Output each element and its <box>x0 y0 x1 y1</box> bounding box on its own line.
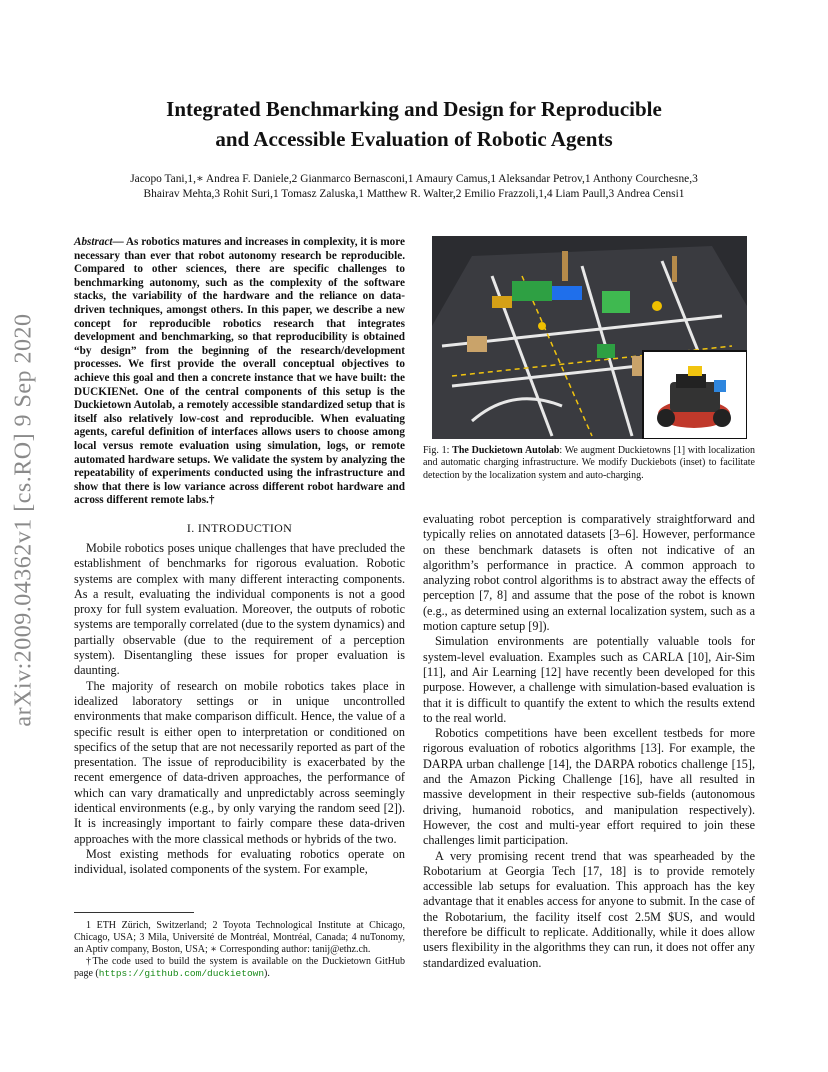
paragraph: Most existing methods for evaluating robotics operate on individual, isolated components of the system. For example, <box>74 846 405 877</box>
title-line-1: Integrated Benchmarking and Design for Reproducible <box>166 97 662 121</box>
paragraph: evaluating robot perception is comparatively straightforward and typically relies on annotated datasets [3–6]. However, performance on these benchmark datasets is often not indicative of an algorithm’s performance in practice. A common approach to analyzing robot control algorithms is to abstract away the effects of perception [7, 8] and assume that the pose of the robot is known (e.g., as determined using an external localization system, such as a motion capture setup [9]). <box>423 512 755 634</box>
abstract-text: — As robotics matures and increases in complexity, it is more necessary than ever that robot autonomy research be reproducible. Compared to other sciences, there are specific challenges to benchmarking autonomy, such as the complexity of the software stacks, the variability of the hardware and the reliance on data-driven techniques, amongst others. In this paper, we describe a new concept for reproducible robotics research that integrates development and benchmarking, so that reproducibility is obtained “by design” from the beginning of the research/development processes. We first provide the overall conceptual objectives to achieve this goal and then a concrete instance that we have built: the DUCKIENet. One of the central components of this setup is the Duckietown Autolab, a remotely accessible standardized setup that is itself also relatively low-cost and reproducible. When evaluating agents, careful definition of interfaces allows users to choose among local versus remote evaluation using simulation, logs, or remote automated hardware setups. We validate the system by analyzing the repeatability of experiments conducted using the infrastructure and show that there is low variance across different robot hardware and across different remote labs.† <box>74 236 405 507</box>
authors-line-2: Bhairav Mehta,3 Rohit Suri,1 Tomasz Zaluska,1 Matthew R. Walter,2 Emilio Frazzoli,1,4 Liam Paull,3 Andrea Censi1 <box>143 188 685 200</box>
caption-label: Fig. 1: <box>423 445 450 456</box>
footnote-rule <box>74 912 194 913</box>
abstract <box>74 236 405 508</box>
footnote-code <box>74 956 405 980</box>
github-link[interactable]: https://github.com/duckietown <box>98 968 265 979</box>
figure-caption <box>423 445 755 482</box>
section-heading: I. INTRODUCTION <box>186 521 293 535</box>
duckiebot-image <box>644 352 746 438</box>
abstract-label: Abstract <box>74 236 113 248</box>
duckiebot-inset <box>642 350 747 439</box>
footnotes <box>74 920 405 980</box>
paragraph: Simulation environments are potentially valuable tools for system-level evaluation. Examples such as CARLA [10], Air-Sim [11], and Air Learning [12] have recently been developed for this purpose. However, a challenge with simulation-based evaluation is that it is difficult to quantify the extent to which the results extend to the real world. <box>423 634 755 725</box>
footnote-code-text: †The code used to build the system is available on the Duckietown GitHub page ( <box>74 956 405 979</box>
paragraph: A very promising recent trend that was spearheaded by the Robotarium at Georgia Tech [17, 18] is to provide remotely accessible lab setups for evaluation. This approach has the key advantage that it enables access for anyone to submit. In the case of the Robotarium, the facility itself cost 2.5M $US, and would therefore be difficult to replicate. Additionally, while it does allow users flexibility in the algorithms they can run, it does not offer any standardized evaluation. <box>423 848 755 970</box>
figure-duckietown-autolab <box>432 236 747 439</box>
paragraph: The majority of research on mobile robotics takes place in idealized laboratory settings or in unique uncontrolled environments that make comparison difficult. Hence, the value of a specific result is either open to interpretation or conditioned on specifics of the setup that are not necessarily reported as part of the presentation. The issue of reproducibility is exacerbated by the recent emergence of data-driven approaches, the performance of which can vary dramatically and unpredictably across seemingly identical environments (e.g., by only varying the random seed [2]). It is increasingly important to fairly compare these data-driven approaches with the more classical methods or hybrids of the two. <box>74 678 405 846</box>
authors-line-1: Jacopo Tani,1,∗ Andrea F. Daniele,2 Gianmarco Bernasconi,1 Amaury Camus,1 Aleksandar Petrov,1 Anthony Courchesne,3 <box>130 173 698 185</box>
paper-title <box>80 94 748 154</box>
left-column-body <box>74 541 405 878</box>
paragraph: Mobile robotics poses unique challenges that have precluded the establishment of benchmarks for rigorous evaluation. Robotic systems are complex with many different interacting components. As a result, evaluating the individual components is not a good proxy for full system evaluation. Moreover, the outputs of robotic systems are temporally correlated (due to the system dynamics) and partially observable (due to the requirement of a perception system). Disentangling these issues for proper evaluation is daunting. <box>74 541 405 678</box>
arxiv-sidebar <box>4 290 44 750</box>
title-line-2: and Accessible Evaluation of Robotic Agents <box>215 127 613 151</box>
author-list <box>70 172 758 202</box>
footnote-affiliations: 1 ETH Zürich, Switzerland; 2 Toyota Technological Institute at Chicago, Chicago, USA; 3 Mila, Université de Montréal, Montréal, Canada; 4 nuTonomy, an Aptiv company, Boston, USA; ∗ Corresponding author: tanij@ethz.ch. <box>74 920 405 955</box>
footnote-code-end: ). <box>264 968 270 979</box>
arxiv-identifier: arXiv:2009.04362v1 [cs.RO] 9 Sep 2020 <box>10 313 37 727</box>
caption-text: : We augment Duckietowns [1] with localization and automatic charging infrastructure. We modify Duckiebots (inset) to facilitate detection by the localization system and auto-charging. <box>423 445 755 481</box>
paragraph: Robotics competitions have been excellent testbeds for more rigorous evaluation of robotics algorithms [13]. For example, the DARPA urban challenge [14], the DARPA robotics challenge [15], and the Amazon Picking Challenge [16], have all resulted in massive development in their respective sub-fields (autonomous driving, humanoid robotics, and manipulation respectively). However, the cost and multi-year effort required to join these challenges limit participation. <box>423 726 755 848</box>
caption-title: The Duckietown Autolab <box>452 445 560 456</box>
right-column-body <box>423 512 755 971</box>
